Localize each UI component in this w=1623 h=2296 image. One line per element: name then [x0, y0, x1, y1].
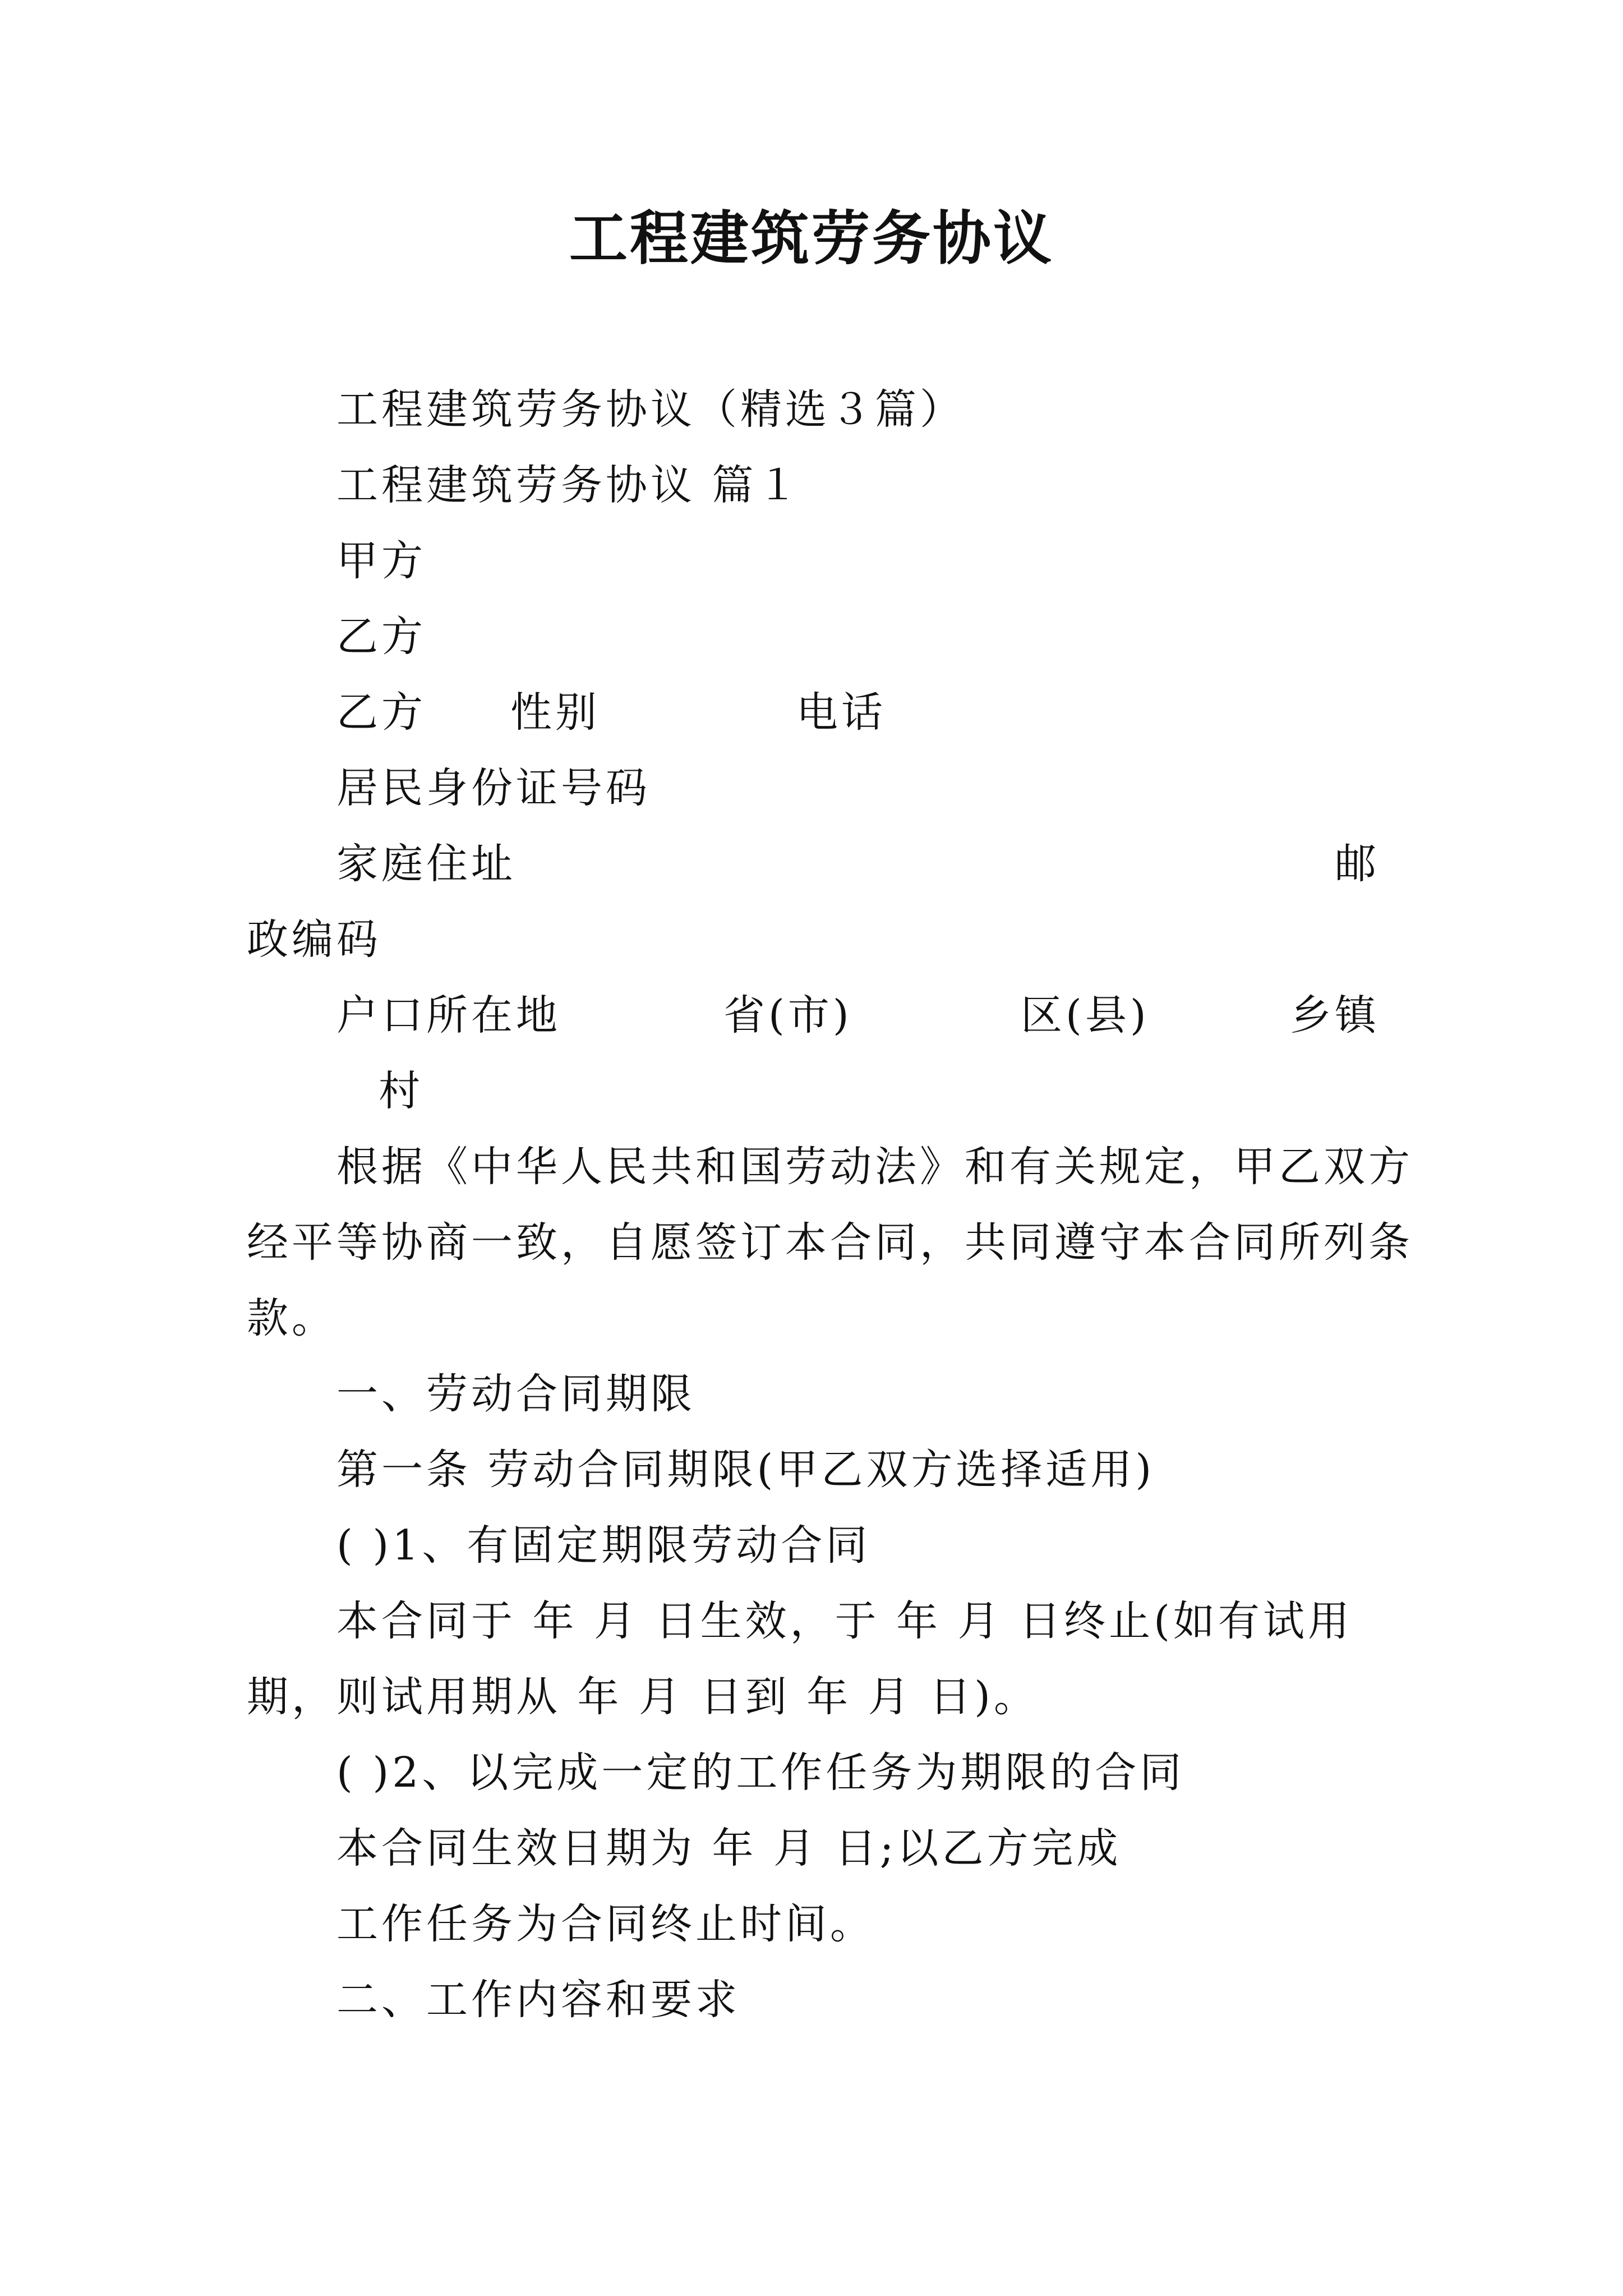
gender-label: 性别: [510, 688, 600, 737]
article-heading: 第一条 劳动合同期限(甲乙双方选择适用): [336, 1446, 1155, 1494]
preamble-line-3: 款。: [247, 1294, 336, 1342]
phone-label: 电话: [796, 688, 886, 737]
fixed-term-text-line-1: 本合同于 年 月 日生效，于 年 月 日终止(如有试用: [336, 1597, 1353, 1645]
option-task-based: ( )2、以完成一定的工作任务为期限的合同: [336, 1749, 1185, 1797]
township-label: 乡镇: [1290, 991, 1380, 1039]
option-fixed-term: ( )1、有固定期限劳动合同: [336, 1521, 871, 1570]
home-address-label: 家庭住址: [336, 840, 516, 888]
party-a-label: 甲方: [336, 537, 426, 585]
postal-code-label-start: 邮: [1335, 840, 1380, 888]
province-label: 省(市): [723, 991, 852, 1039]
postal-code-label-end: 政编码: [247, 915, 381, 964]
part-heading: 工程建筑劳务协议 篇１: [336, 461, 802, 509]
task-based-text-line-2: 工作任务为合同终止时间。: [336, 1900, 875, 1948]
section-heading: 二、工作内容和要求: [336, 1976, 740, 2024]
id-number-label: 居民身份证号码: [336, 764, 651, 812]
district-label: 区(县): [1021, 991, 1150, 1039]
hukou-label: 户口所在地: [336, 991, 561, 1039]
task-based-text-line-1: 本合同生效日期为 年 月 日;以乙方完成: [336, 1824, 1122, 1872]
preamble-line-2: 经平等协商一致，自愿签订本合同，共同遵守本合同所列条: [247, 1218, 1413, 1267]
section-heading: 一、劳动合同期限: [336, 1370, 695, 1418]
preamble-line-1: 根据《中华人民共和国劳动法》和有关规定，甲乙双方: [336, 1143, 1413, 1191]
party-b-label: 乙方: [336, 613, 426, 661]
document-subtitle: 工程建筑劳务协议（精选３篇）: [336, 385, 965, 434]
village-label: 村: [379, 1067, 423, 1115]
party-b-name-label: 乙方: [336, 688, 426, 737]
document-title: 工程建筑劳务协议: [569, 204, 1054, 273]
fixed-term-text-line-2: 期，则试用期从 年 月 日到 年 月 日)。: [247, 1673, 1039, 1721]
